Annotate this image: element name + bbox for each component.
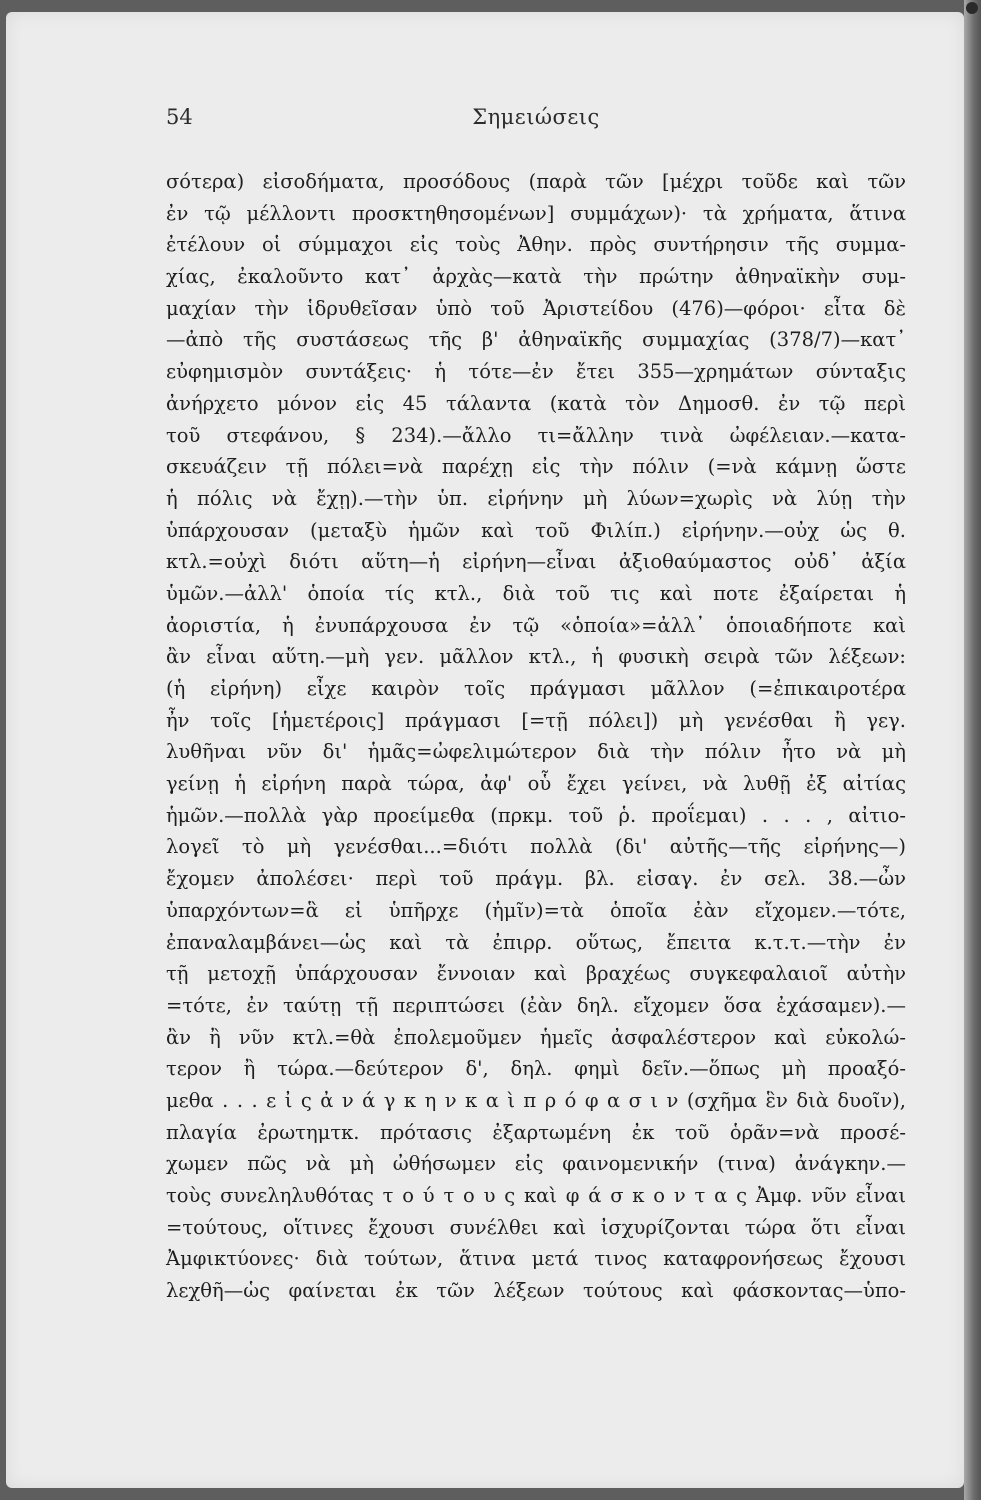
text-line: λεχθῆ—ὡς φαίνεται ἐκ τῶν λέξεων τούτους καὶ φάσκοντας—ὑπο-	[166, 1279, 906, 1303]
running-title: Σημειώσεις	[472, 105, 600, 129]
text-line: σότερα) εἰσοδήματα, προσόδους (παρὰ τῶν [μέχρι τοῦδε καὶ τῶν	[166, 170, 906, 193]
text-line: Ἀμφικτύονες· διὰ τούτων, ἅτινα μετά τινος καταφρονήσεως ἔχουσι	[166, 1247, 906, 1271]
text-line: ὑπάρχουσαν (μεταξὺ ἡμῶν καὶ τοῦ Φιλίπ.) εἰρήνην.—οὐχ ὡς θ.	[166, 518, 906, 542]
text-line: λυθῆναι νῦν δι' ἡμᾶς=ὠφελιμώτερον διὰ τὴν πόλιν ἦτο νὰ μὴ	[166, 740, 906, 764]
text-line: ὑμῶν.—ἀλλ' ὁποία τίς κτλ., διὰ τοῦ τις καὶ ποτε ἐξαίρεται ἡ	[166, 581, 906, 605]
page-number: 54	[166, 105, 193, 129]
text-line: ἐτέλουν οἱ σύμμαχοι εἰς τοὺς Ἀθην. πρὸς συντήρησιν τῆς συμμα-	[166, 233, 906, 257]
text-line: ἂν εἶναι αὕτη.—μὴ γεν. μᾶλλον κτλ., ἡ φυσικὴ σειρὰ τῶν λέξεων:	[166, 645, 906, 669]
page-header	[166, 105, 906, 145]
text-line: μεθα . . . ε ἰ ς ἀ ν ά γ κ η ν κ α ὶ π ρ ό φ α σ ι ν (σχῆμα ἓν διὰ δυοῖν),	[166, 1088, 906, 1112]
text-line: ἐν τῷ μέλλοντι προσκτηθησομένων] συμμάχων)· τὰ χρήματα, ἅτινα	[166, 201, 906, 225]
text-line: πλαγία ἐρωτημτκ. πρότασις ἐξαρτωμένη ἐκ τοῦ ὁρᾶν=νὰ προσέ-	[166, 1120, 906, 1144]
binding-mark	[966, 2, 978, 14]
text-line: ἀνήρχετο μόνον εἰς 45 τάλαντα (κατὰ τὸν Δημοσθ. ἐν τῷ περὶ	[166, 391, 906, 415]
page-binding-edge	[964, 0, 981, 1500]
text-line: ἐπαναλαμβάνει—ὡς καὶ τὰ ἐπιρρ. οὕτως, ἔπειτα κ.τ.τ.—τὴν ἐν	[166, 930, 906, 954]
text-line: ὑπαρχόντων=ἃ εἰ ὑπῆρχε (ἡμῖν)=τὰ ὁποῖα ἐὰν εἴχομεν.—τότε,	[166, 898, 906, 922]
text-line: ἡμῶν.—πολλὰ γὰρ προείμεθα (πρκμ. τοῦ ῥ. προΐεμαι) . . . , αἰτιο-	[166, 803, 906, 827]
text-line: τῇ μετοχῇ ὑπάρχουσαν ἔννοιαν καὶ βραχέως συγκεφαλαιοῖ αὐτὴν	[166, 962, 906, 986]
text-line: =τούτους, οἵτινες ἔχουσι συνέλθει καὶ ἰσχυρίζονται τώρα ὅτι εἶναι	[166, 1215, 906, 1239]
text-line: τερον ἢ τώρα.—δεύτερον δ', δηλ. φημὶ δεῖν.—ὅπως μὴ προαξό-	[166, 1057, 906, 1081]
text-line: τοὺς συνεληλυθότας τ ο ύ τ ο υ ς καὶ φ ά σ κ ο ν τ α ς Ἀμφ. νῦν εἶναι	[166, 1184, 906, 1207]
text-line: ἀοριστία, ἡ ἐνυπάρχουσα ἐν τῷ «ὁποία»=ἀλλ᾽ ὁποιαδήποτε καὶ	[166, 613, 906, 637]
text-line: ἔχομεν ἀπολέσει· περὶ τοῦ πράγμ. βλ. εἰσαγ. ἐν σελ. 38.—ὦν	[166, 867, 906, 891]
text-line: λογεῖ τὸ μὴ γενέσθαι...=διότι πολλὰ (δι' αὐτῆς—τῆς εἰρήνης—)	[166, 835, 906, 859]
text-line: ἦν τοῖς [ἡμετέροις] πράγμασι [=τῇ πόλει]) μὴ γενέσθαι ἢ γεγ.	[166, 708, 906, 732]
body-text	[166, 166, 906, 1307]
text-line: ἂν ἢ νῦν κτλ.=θὰ ἐπολεμοῦμεν ἡμεῖς ἀσφαλέστερον καὶ εὐκολώ-	[166, 1025, 906, 1049]
text-line: —ἀπὸ τῆς συστάσεως τῆς β' ἀθηναϊκῆς συμμαχίας (378/7)—κατ᾽	[166, 328, 906, 352]
text-line: εὐφημισμὸν συντάξεις· ἡ τότε—ἐν ἔτει 355—χρημάτων σύνταξις	[166, 360, 906, 384]
text-line: χωμεν πῶς νὰ μὴ ὠθήσωμεν εἰς φαινομενικήν (τινα) ἀνάγκην.—	[166, 1152, 906, 1176]
text-line: (ἡ εἰρήνη) εἶχε καιρὸν τοῖς πράγμασι μᾶλλον (=ἐπικαιροτέρα	[166, 677, 906, 700]
text-line: μαχίαν τὴν ἱδρυθεῖσαν ὑπὸ τοῦ Ἀριστείδου (476)—φόροι· εἶτα δὲ	[166, 296, 906, 320]
text-line: τοῦ στεφάνου, § 234).—ἄλλο τι=ἄλλην τινὰ ὠφέλειαν.—κατα-	[166, 423, 906, 447]
text-line: =τότε, ἐν ταύτῃ τῇ περιπτώσει (ἐὰν δηλ. εἴχομεν ὅσα ἐχάσαμεν).—	[166, 993, 906, 1017]
text-line: σκευάζειν τῇ πόλει=νὰ παρέχῃ εἰς τὴν πόλιν (=νὰ κάμνῃ ὥστε	[166, 455, 906, 479]
text-line: κτλ.=οὐχὶ διότι αὕτη—ἡ εἰρήνη—εἶναι ἀξιοθαύμαστος οὐδ᾽ ἀξία	[166, 550, 906, 574]
text-line: γείνῃ ἡ εἰρήνη παρὰ τώρα, ἀφ' οὗ ἔχει γείνει, νὰ λυθῇ ἐξ αἰτίας	[166, 772, 906, 796]
text-line: ἡ πόλις νὰ ἔχῃ).—τὴν ὑπ. εἰρήνην μὴ λύων=χωρὶς νὰ λύῃ τὴν	[166, 486, 906, 510]
text-line: χίας, ἐκαλοῦντο κατ᾽ ἀρχὰς—κατὰ τὴν πρώτην ἀθηναϊκὴν συμ-	[166, 265, 906, 289]
